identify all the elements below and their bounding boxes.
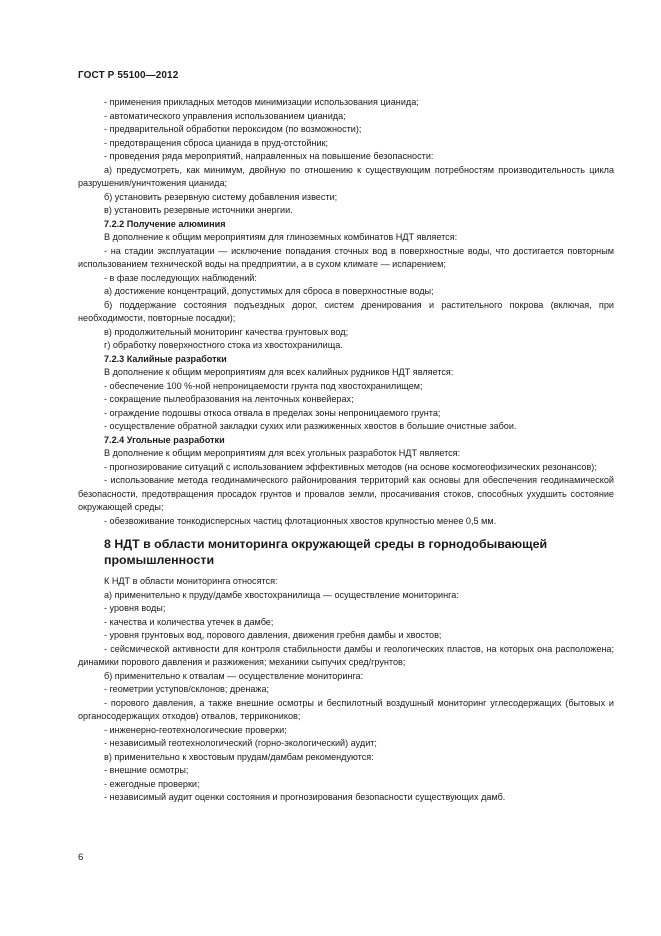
paragraph: б) поддержание состояния подъездных дорог, систем дренирования и растительного покрова (включая, при необходимости, повторные посадки);: [78, 299, 614, 323]
subsection-heading: 7.2.3 Калийные разработки: [104, 353, 227, 364]
paragraph: - применения прикладных методов минимизации использования цианида;: [104, 97, 419, 107]
paragraph: - инженерно-геотехнологические проверки;: [104, 724, 287, 735]
paragraph: - обеспечение 100 %-ной непроницаемости грунта под хвостохранилищем;: [104, 380, 423, 391]
paragraph: - предварительной обработки пероксидом (по возможности);: [104, 124, 362, 134]
page-number: 6: [78, 852, 84, 863]
paragraph: - уровня грунтовых вод, порового давления, движения гребня дамбы и хвостов;: [104, 630, 442, 640]
paragraph: а) предусмотреть, как минимум, двойную по отношению к существующим потребностям производительность цикла разрушения/уничтожения цианида;: [78, 164, 614, 188]
paragraph: - ограждение подошвы откоса отвала в пределах зоны непроницаемого грунта;: [104, 407, 441, 418]
paragraph: - проведения ряда мероприятий, направленных на повышение безопасности:: [104, 151, 434, 161]
paragraph: - уровня воды;: [104, 603, 166, 613]
paragraph: а) достижение концентраций, допустимых для сброса в поверхностные воды;: [104, 286, 434, 296]
paragraph: а) применительно к пруду/дамбе хвостохранилища — осуществление мониторинга:: [104, 589, 459, 600]
paragraph: - автоматического управления использованием цианида;: [104, 110, 346, 121]
paragraph: - сокращение пылеобразования на ленточных конвейерах;: [104, 394, 354, 404]
paragraph: в) продолжительный мониторинг качества грунтовых вод;: [104, 326, 349, 337]
subsection-heading: 7.2.4 Угольные разработки: [104, 434, 225, 445]
paragraph: - осуществление обратной закладки сухих или разжиженных хвостов в большие очистные забои.: [104, 421, 517, 431]
paragraph: - независимый аудит оценки состояния и прогнозирования безопасности существующих дамб.: [104, 792, 506, 802]
paragraph: В дополнение к общим мероприятиям для всех угольных разработок НДТ является:: [104, 448, 461, 458]
paragraph: - ежегодные проверки;: [104, 778, 200, 789]
paragraph: - обезвоживание тонкодисперсных частиц флотационных хвостов крупностью менее 0,5 мм.: [104, 515, 497, 526]
paragraph: - качества и количества утечек в дамбе;: [104, 616, 274, 627]
paragraph: - в фазе последующих наблюдений:: [104, 272, 257, 283]
paragraph: - предотвращения сброса цианида в пруд-отстойник;: [104, 137, 329, 148]
paragraph: - геометрии уступов/склонов; дренажа;: [104, 684, 270, 694]
paragraph: В дополнение к общим мероприятиям для глиноземных комбинатов НДТ является:: [104, 232, 458, 242]
paragraph: К НДТ в области мониторинга относятся:: [104, 576, 278, 586]
paragraph: б) применительно к отвалам — осуществление мониторинга:: [104, 670, 364, 681]
paragraph: - внешние осмотры;: [104, 765, 189, 775]
paragraph: - независимый геотехнологический (горно-экологический) аудит;: [104, 738, 377, 748]
paragraph: В дополнение к общим мероприятиям для всех калийных рудников НДТ является:: [104, 367, 454, 377]
paragraph: - порового давления, а также внешние осмотры и беспилотный воздушный мониторинг углесодержащих (бытовых и органосодержащих отходов) отвалов, террикоников;: [78, 697, 614, 721]
paragraph: в) применительно к хвостовым прудам/дамбам рекомендуются:: [104, 751, 374, 762]
paragraph: - использование метода геодинамического районирования территорий как основы для обеспечения геодинамической безопасности, предотвращения просадок грунтов и провалов земли, просачивания стоков, способных ухудшить состояние окружающей среды;: [78, 475, 614, 512]
paragraph: - сейсмической активности для контроля стабильности дамбы и геологических пластов, на которых она расположена; динамики порового давления и разжижения; механики сыпучих сред/грунтов;: [78, 643, 614, 667]
subsection-heading: 7.2.2 Получение алюминия: [104, 218, 226, 229]
paragraph: б) установить резервную систему добавления извести;: [104, 191, 338, 202]
section-heading: 8 НДТ в области мониторинга окружающей среды в горнодобывающей промышленности: [104, 537, 548, 567]
document-body: [78, 96, 614, 805]
paragraph: в) установить резервные источники энергии.: [104, 205, 293, 215]
paragraph: - прогнозирование ситуаций с использованием эффективных методов (на основе космогеофизических резонансов);: [104, 461, 597, 472]
paragraph: г) обработку поверхностного стока из хвостохранилища.: [104, 340, 343, 350]
paragraph: - на стадии эксплуатации — исключение попадания сточных вод в поверхностные воды, что достигается повторным использованием технической воды на предприятии, а в сухом климате — испарением;: [78, 245, 614, 269]
document-header: ГОСТ Р 55100—2012: [78, 70, 179, 81]
